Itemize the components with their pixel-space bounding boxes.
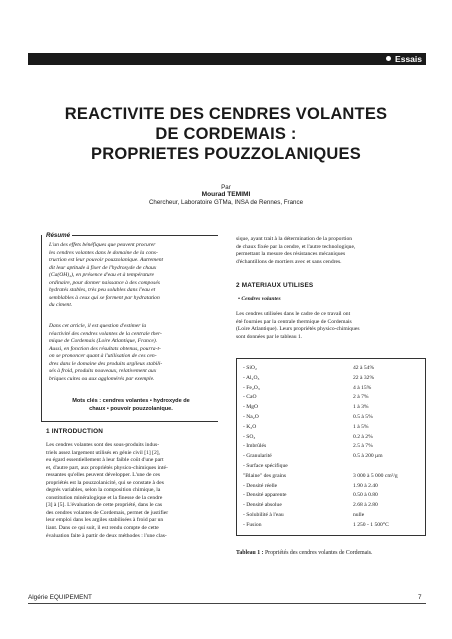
- subsection-heading: • Cendres volantes: [238, 296, 281, 302]
- right-column-continuation: sique, ayant trait à la détermination de la proportion de chaux fixée par la cendre, et l'autre technologique, permettant la mesure des résistances mécaniques d'échantillons de mortiers avec et sans cendres.: [236, 236, 356, 265]
- journal-name: Algérie EQUIPEMENT: [28, 594, 92, 601]
- table-cell-value: 4 à 15%: [353, 384, 372, 391]
- table-cell-value: 22 à 32%: [353, 374, 375, 381]
- title-line: PROPRIETES POUZZOLANIQUES: [91, 145, 361, 163]
- table-cell-property: "Blaine" des grains: [243, 472, 287, 479]
- table-cell-value: 1 à 3%: [353, 404, 369, 411]
- table-cell-property: - Fe₂O₃: [243, 384, 260, 391]
- table-cell-value: 2.5 à 7%: [353, 443, 373, 450]
- table-cell-property: - Na₂O: [243, 414, 259, 420]
- article-title: [0, 104, 452, 164]
- table-cell-value: 0.5 à 5%: [353, 414, 373, 420]
- byline-par: Par: [221, 184, 231, 191]
- abstract-paragraph-2: Dans cet article, il est question d'estimer la réactivité des cendres volantes de la centrale ther- mique de Cordemais (Loire Atlantique, France). Aussi, en fonction des résultats obtenus, pourra-t- on se prononcer quant à l'utilisation de ces cen- dres dans le domaine des produits argileux stabili- sés à froid, produits nouveaux, relativement aux briques cuites ou aux agglomérés par exemple.: [49, 323, 163, 382]
- table-caption: Tableau 1 : Propriétés des cendres volantes de Cordemais.: [236, 550, 373, 556]
- table-cell-property: - Al₂O₃: [243, 374, 260, 381]
- table-cell-property: - SO₃: [243, 433, 256, 440]
- table-cell-value: 2 à 7%: [353, 394, 369, 401]
- abstract-paragraph-1: L'un des effets bénéfiques que peuvent procurer les cendres volantes dans le domaine de la cons- truction est leur pouvoir pouzzolanique. Autrement dit leur aptitude à fixer de l'hydroxyde de chaux (Ca(OH)₂), en présence d'eau et à température ordinaire, pour donner naissance à des composés hydratés stables, très peu solubles dans l'eau et semblables à ceux qui se forment par hydratation du ciment.: [49, 242, 164, 309]
- section-heading-introduction: 1 INTRODUCTION: [46, 428, 104, 435]
- section-rubric: Essais: [386, 52, 422, 66]
- table-cell-value: 1 à 5%: [353, 423, 369, 430]
- table-cell-property: - SiO₂: [243, 365, 257, 371]
- table-cell-value: 1.90 à 2.40: [353, 482, 378, 489]
- author-affiliation: Chercheur, Laboratoire GTMa, INSA de Rennes, France: [148, 198, 304, 206]
- table-cell-property: - K₂O: [243, 423, 257, 430]
- table-cell-value: 42 à 54%: [353, 365, 375, 371]
- table-cell-value: 2.68 à 2.80: [353, 502, 378, 509]
- table-cell-property: - Imbrûlés: [243, 443, 267, 450]
- table-cell-value: nulle: [353, 512, 365, 518]
- table-cell-value: 1 250 - 1 500°C: [353, 521, 389, 528]
- abstract-label: Résumé: [46, 232, 71, 239]
- table-cell-property: - Granularité: [243, 453, 272, 460]
- table-cell-value: 0.2 à 2%: [353, 433, 373, 440]
- section-rubric-bar: [28, 53, 426, 65]
- table-cell-property: - CaO: [243, 394, 257, 401]
- introduction-text: Les cendres volantes sont des sous-produits indus- triels assez largement utilisés en génie civil [1] [2], eu égard essentiellement à leur faible coût d'une part et, d'autre part, aux propriétés physico-chimiques inté- ressantes qu'elles peuvent développer. L'une de ces propriétés est la pouzzolanicité, qui se constate à des degrés variables, selon la composition chimique, la constitution minéralogique et la finesse de la cendre [3] à [5]. L'évaluation de cette propriété, dans le cas des cendres volantes de Cordemais, permet de justifier leur emploi dans les argiles stabilisées à froid par un liant. Dans ce qui suit, il est rendu compte de cette évaluation faite à partir de deux méthodes : l'une clas-: [46, 442, 169, 539]
- materials-text: Les cendres utilisées dans le cadre de ce travail ont été fournies par la centrale thermique de Cordemais (Loire Atlantique). Leurs propriétés physico-chimiques sont données par le tableau 1.: [236, 311, 360, 340]
- author-name: Mourad TEMIMI: [201, 191, 251, 199]
- table-cell-property: - Densité absolue: [243, 502, 282, 509]
- table-cell-property: - Solubilité à l'eau: [243, 512, 284, 518]
- table-cell-value: 0.50 à 0.80: [353, 492, 378, 499]
- table-cell-value: 3 000 à 5 000 cm²/g: [353, 472, 398, 479]
- byline: [0, 184, 452, 206]
- table-cell-property: - MgO: [243, 404, 259, 411]
- page-number: 7: [418, 594, 422, 601]
- table-cell-value: 0.5 à 200 µm: [353, 453, 383, 460]
- section-heading-materials: 2 MATERIAUX UTILISES: [236, 282, 314, 289]
- table-cell-property: - Densité apparente: [243, 492, 287, 499]
- table-cell-property: - Densité réelle: [243, 482, 278, 489]
- properties-table: [236, 358, 426, 536]
- keywords: Mots clés : cendres volantes • hydroxyde de chaux • pouvoir pouzzolanique.: [72, 398, 190, 412]
- table-cell-property: - Surface spécifique: [243, 463, 288, 469]
- bullet-icon: [386, 56, 391, 61]
- title-line: REACTIVITE DES CENDRES VOLANTES: [64, 105, 388, 123]
- table-cell-property: - Fusion: [243, 521, 262, 528]
- title-line: DE CORDEMAIS :: [155, 125, 297, 143]
- footer-rule: [28, 603, 426, 604]
